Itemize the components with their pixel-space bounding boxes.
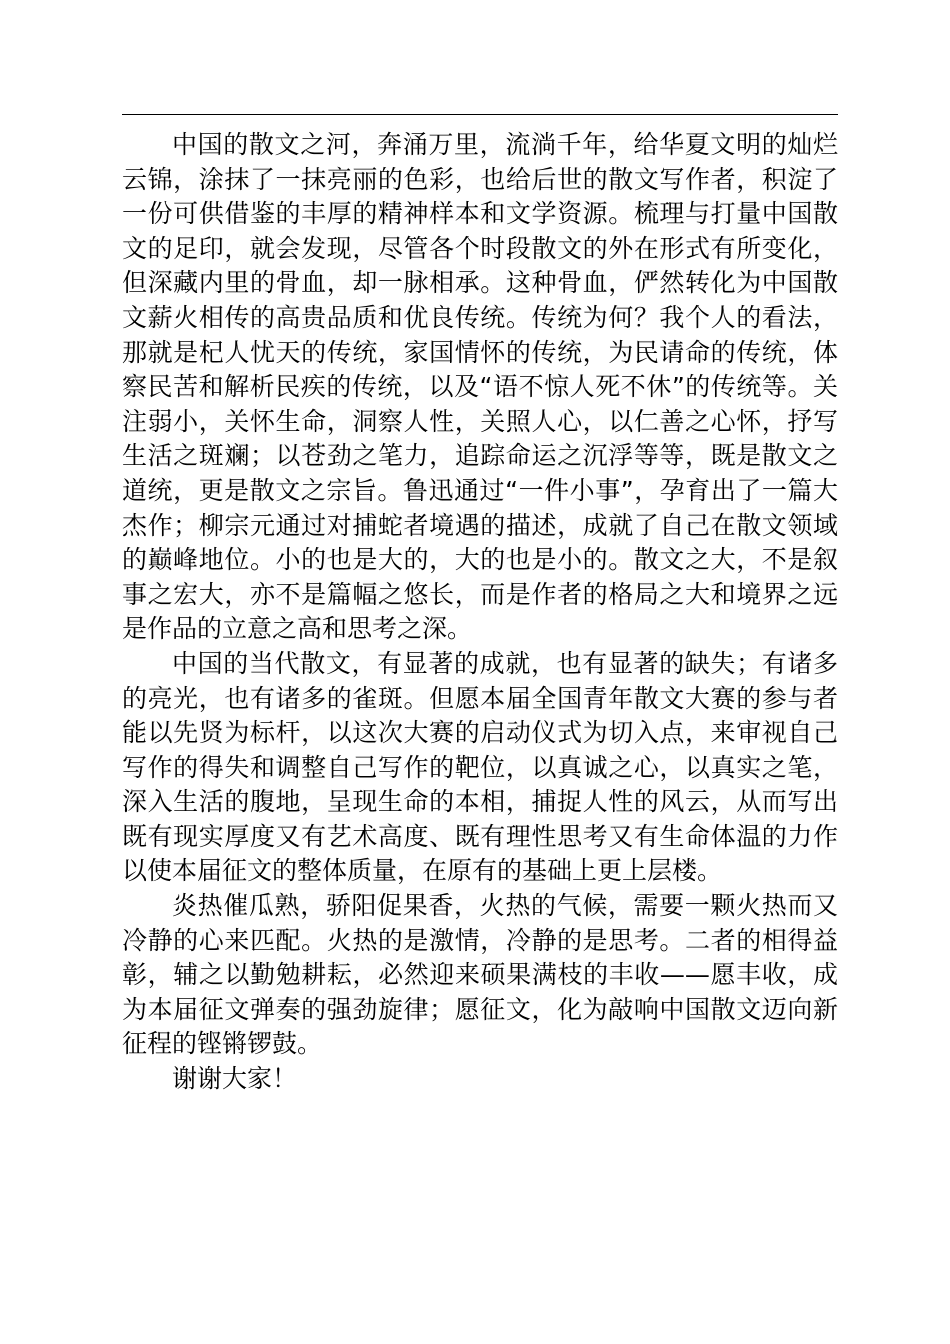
paragraph-line: 生活之斑斓；以苍劲之笔力，追踪命运之沉浮等等，既是散文之 [122, 441, 838, 471]
paragraph-line: 是作品的立意之高和思考之深。 [122, 614, 473, 644]
paragraph-line: 但深藏内里的骨血，却一脉相承。这种骨血，俨然转化为中国散 [122, 268, 838, 298]
paragraph-line: 深入生活的腹地，呈现生命的本相，捕捉人性的风云，从而写出 [122, 787, 838, 817]
header-rule [122, 114, 838, 115]
paragraph-line: 冷静的心来匹配。火热的是激情，冷静的是思考。二者的相得益 [122, 925, 838, 955]
paragraph [122, 889, 838, 1062]
paragraph-line: 注弱小，关怀生命，洞察人性，关照人心，以仁善之心怀，抒写 [122, 406, 838, 436]
paragraph [122, 1062, 838, 1097]
paragraph-line: 那就是杞人忧天的传统，家国情怀的传统，为民请命的传统，体 [122, 337, 838, 367]
paragraph-line: 谢谢大家！ [172, 1064, 298, 1094]
paragraph-line: 道统，更是散文之宗旨。鲁迅通过“一件小事”，孕育出了一篇大 [122, 475, 838, 505]
paragraph-line: 既有现实厚度又有艺术高度、既有理性思考又有生命体温的力作 [122, 821, 838, 851]
paragraph-line: 以使本届征文的整体质量，在原有的基础上更上层楼。 [122, 856, 723, 886]
paragraph-line: 中国的当代散文，有显著的成就，也有显著的缺失；有诸多 [172, 648, 838, 678]
paragraph-line: 的亮光，也有诸多的雀斑。但愿本届全国青年散文大赛的参与者 [122, 683, 838, 713]
paragraph-line: 事之宏大，亦不是篇幅之悠长，而是作者的格局之大和境界之远 [122, 579, 838, 609]
paragraph-line: 一份可供借鉴的丰厚的精神样本和文学资源。梳理与打量中国散 [122, 199, 838, 229]
paragraph-line: 文薪火相传的高贵品质和优良传统。传统为何？我个人的看法， [122, 302, 838, 332]
document-body [122, 128, 838, 1097]
paragraph-line: 的巅峰地位。小的也是大的，大的也是小的。散文之大，不是叙 [122, 545, 838, 575]
paragraph-line: 察民苦和解析民疾的传统，以及“语不惊人死不休”的传统等。关 [122, 372, 838, 402]
paragraph [122, 647, 838, 889]
paragraph-line: 能以先贤为标杆，以这次大赛的启动仪式为切入点，来审视自己 [122, 718, 838, 748]
paragraph-line: 彰，辅之以勤勉耕耘，必然迎来硕果满枝的丰收——愿丰收，成 [122, 960, 838, 990]
paragraph-line: 炎热催瓜熟，骄阳促果香，火热的气候，需要一颗火热而又 [172, 891, 838, 921]
paragraph-line: 云锦，涂抹了一抹亮丽的色彩，也给后世的散文写作者，积淀了 [122, 164, 838, 194]
paragraph-line: 征程的铿锵锣鼓。 [122, 1029, 323, 1059]
paragraph-line: 为本届征文弹奏的强劲旋律；愿征文，化为敲响中国散文迈向新 [122, 994, 838, 1024]
paragraph [122, 128, 838, 647]
paragraph-line: 写作的得失和调整自己写作的靶位，以真诚之心，以真实之笔， [122, 752, 838, 782]
paragraph-line: 中国的散文之河，奔涌万里，流淌千年，给华夏文明的灿烂 [172, 130, 838, 159]
paragraph-line: 文的足印，就会发现，尽管各个时段散文的外在形式有所变化， [122, 233, 838, 263]
paragraph-line: 杰作；柳宗元通过对捕蛇者境遇的描述，成就了自己在散文领域 [122, 510, 838, 540]
